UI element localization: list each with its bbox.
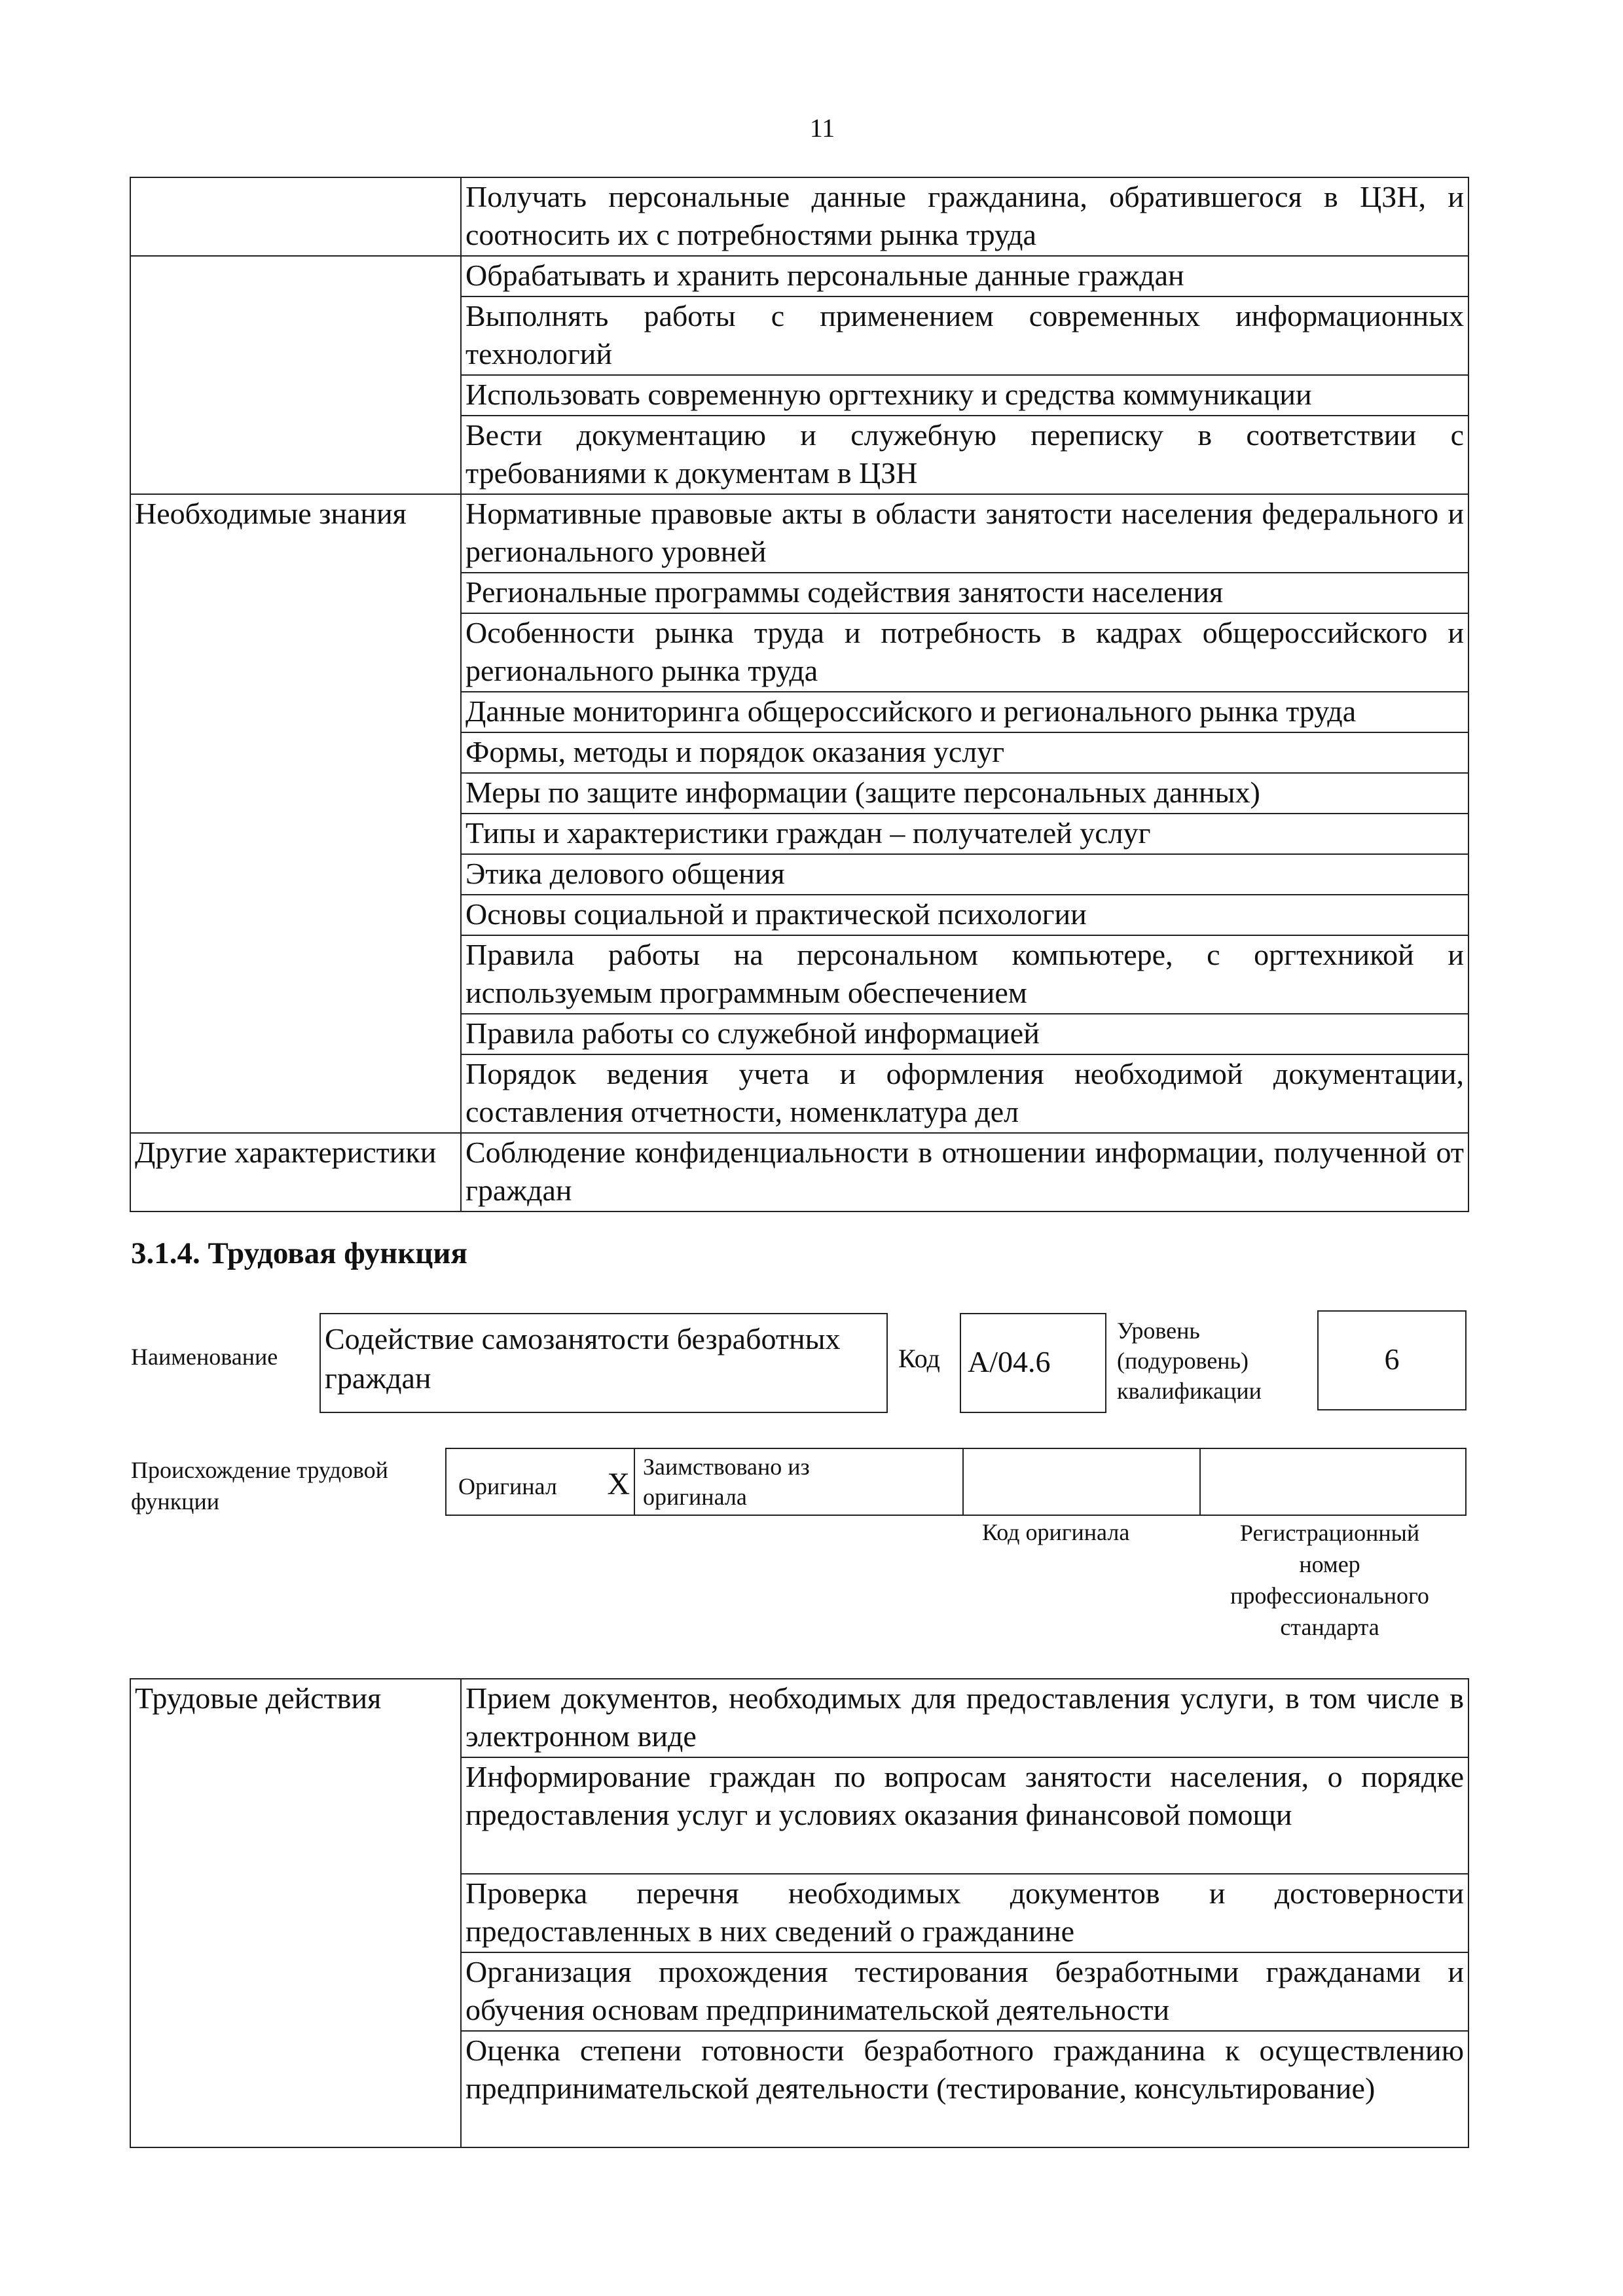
origin-row	[445, 1448, 1467, 1516]
table-cell: Меры по защите информации (защите персональных данных)	[461, 773, 1468, 814]
row-label	[130, 1014, 461, 1054]
level-value: 6	[1317, 1310, 1467, 1410]
row-label	[130, 854, 461, 895]
code-original-label: Код оригинала	[982, 1519, 1130, 1545]
row-label-actions: Трудовые действия	[130, 1679, 461, 1757]
name-label: Наименование	[131, 1344, 278, 1370]
table-cell: Особенности рынка труда и потребность в кадрах общероссийского и регионального рынка труда	[461, 613, 1468, 692]
table-cell: Соблюдение конфиденциальности в отношении информации, полученной от граждан	[461, 1133, 1468, 1211]
table-cell: Данные мониторинга общероссийского и регионального рынка труда	[461, 692, 1468, 732]
row-label-other: Другие характеристики	[130, 1133, 461, 1211]
table-cell: Информирование граждан по вопросам занятости населения, о порядке предоставления услуг и условиях оказания финансовой помощи	[461, 1757, 1468, 1874]
origin-label-line: Происхождение трудовой	[131, 1457, 388, 1483]
row-label	[130, 177, 461, 256]
row-label	[130, 895, 461, 935]
row-label	[130, 416, 461, 494]
row-label	[130, 296, 461, 375]
function-name-value: Содействие самозанятости безработных граждан	[319, 1313, 888, 1413]
borrowed-line: Заимствовано из	[643, 1454, 810, 1480]
original-cell	[447, 1449, 635, 1515]
original-mark: Х	[607, 1467, 630, 1501]
table-cell: Региональные программы содействия занятости населения	[461, 573, 1468, 613]
table-cell: Типы и характеристики граждан – получателей услуг	[461, 814, 1468, 854]
row-label	[130, 2031, 461, 2147]
table-cell: Нормативные правовые акты в области занятости населения федерального и регионального уровней	[461, 494, 1468, 573]
level-label-line: (подуровень)	[1117, 1348, 1249, 1374]
origin-label-line: функции	[131, 1488, 219, 1515]
page-number: 11	[809, 113, 835, 143]
row-label	[130, 732, 461, 773]
level-label	[1117, 1316, 1262, 1406]
reg-label-line: Регистрационный	[1239, 1520, 1420, 1546]
section-heading: 3.1.4. Трудовая функция	[131, 1236, 467, 1270]
table-cell: Формы, методы и порядок оказания услуг	[461, 732, 1468, 773]
table-cell: Прием документов, необходимых для предоставления услуги, в том числе в электронном виде	[461, 1679, 1468, 1757]
table-cell: Использовать современную оргтехнику и средства коммуникации	[461, 375, 1468, 416]
borrowed-line: оригинала	[643, 1484, 747, 1510]
reg-number-cell	[1201, 1449, 1465, 1515]
borrowed-cell	[635, 1449, 964, 1515]
original-label: Оригинал	[458, 1473, 557, 1499]
skills-knowledge-table	[130, 177, 1469, 1212]
row-label	[130, 573, 461, 613]
origin-label	[131, 1454, 388, 1517]
row-label	[130, 1874, 461, 1952]
row-label	[130, 1054, 461, 1133]
level-label-line: Уровень	[1117, 1318, 1200, 1344]
table-cell: Организация прохождения тестирования безработными гражданами и обучения основам предпринимательской деятельности	[461, 1952, 1468, 2031]
code-label: Код	[898, 1344, 940, 1373]
table-cell: Этика делового общения	[461, 854, 1468, 895]
reg-label-line: стандарта	[1280, 1614, 1379, 1640]
code-original-cell	[964, 1449, 1201, 1515]
row-label	[130, 935, 461, 1014]
code-value: А/04.6	[960, 1313, 1106, 1413]
reg-label-line: номер	[1299, 1551, 1360, 1577]
table-cell: Основы социальной и практической психологии	[461, 895, 1468, 935]
reg-number-label	[1211, 1517, 1448, 1643]
row-label-knowledge: Необходимые знания	[130, 494, 461, 573]
reg-label-line: профессионального	[1230, 1583, 1429, 1609]
table-cell: Проверка перечня необходимых документов и достоверности предоставленных в них сведений о гражданине	[461, 1874, 1468, 1952]
table-cell: Выполнять работы с применением современных информационных технологий	[461, 296, 1468, 375]
row-label	[130, 613, 461, 692]
row-label	[130, 256, 461, 296]
table-cell: Правила работы на персональном компьютере, с оргтехникой и используемым программным обеспечением	[461, 935, 1468, 1014]
table-cell: Правила работы со служебной информацией	[461, 1014, 1468, 1054]
table-cell: Обрабатывать и хранить персональные данные граждан	[461, 256, 1468, 296]
row-label	[130, 692, 461, 732]
level-label-line: квалификации	[1117, 1378, 1262, 1404]
table-cell: Получать персональные данные гражданина, обратившегося в ЦЗН, и соотносить их с потребностями рынка труда	[461, 177, 1468, 256]
table-cell: Порядок ведения учета и оформления необходимой документации, составления отчетности, номенклатура дел	[461, 1054, 1468, 1133]
row-label	[130, 814, 461, 854]
row-label	[130, 1952, 461, 2031]
table-cell: Оценка степени готовности безработного гражданина к осуществлению предпринимательской деятельности (тестирование, консультирование)	[461, 2031, 1468, 2147]
row-label	[130, 375, 461, 416]
row-label	[130, 773, 461, 814]
row-label	[130, 1757, 461, 1874]
table-cell: Вести документацию и служебную переписку в соответствии с требованиями к документам в ЦЗН	[461, 416, 1468, 494]
labor-actions-table	[130, 1678, 1469, 2148]
